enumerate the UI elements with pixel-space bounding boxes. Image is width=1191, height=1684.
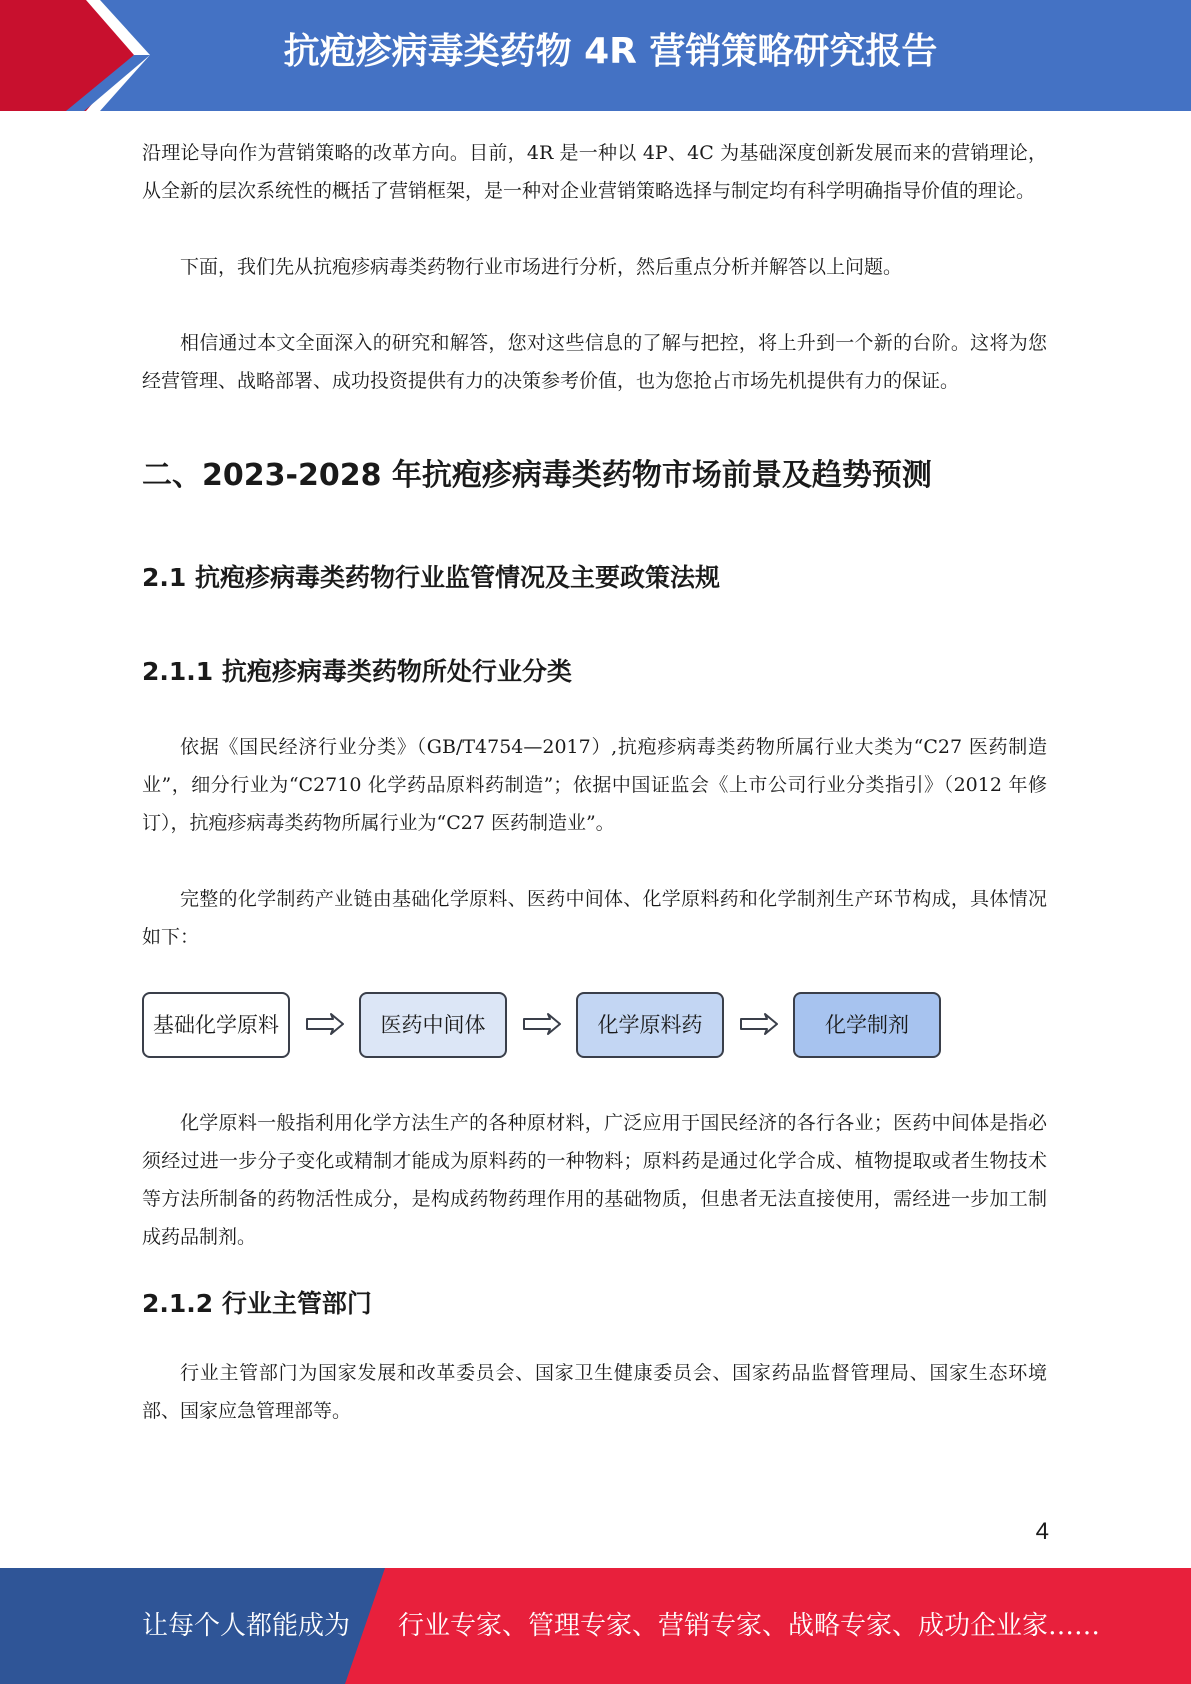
- paragraph-analysis-intro: 下面，我们先从抗疱疹病毒类药物行业市场进行分析，然后重点分析并解答以上问题。: [180, 256, 903, 278]
- page-number: 4: [1035, 1518, 1049, 1545]
- paragraph-industry-classification: 依据《国民经济行业分类》（GB/T4754—2017）,抗疱疹病毒类药物所属行业大类为“C27 医药制造业”，细分行业为“C2710 化学药品原料药制造”；依据中国证监会《上市公司行业分类指引》（2012 年修订），抗疱疹病毒类药物所属行业为“C27 医药制造业”。: [142, 736, 1047, 834]
- page-content: [142, 134, 1047, 1430]
- paragraph-value-statement: 相信通过本文全面深入的研究和解答，您对这些信息的了解与把控，将上升到一个新的台阶。这将为您经营管理、战略部署、成功投资提供有力的决策参考价值，也为您抢占市场先机提供有力的保证。: [142, 332, 1047, 392]
- double-arrow-icon: [522, 1012, 562, 1036]
- subsection-2-1-2-heading: 2.1.2 行业主管部门: [142, 1289, 372, 1318]
- flow-step-chemical-preparations: 化学制剂: [793, 992, 941, 1058]
- paragraph-4r-theory: 沿理论导向作为营销策略的改革方向。目前，4R 是一种以 4P、4C 为基础深度创新发展而来的营销理论，从全新的层次系统性的概括了营销框架，是一种对企业营销策略选择与制定均有科学明确指导价值的理论。: [142, 142, 1047, 202]
- double-arrow-icon: [739, 1012, 779, 1036]
- page-footer: [0, 1568, 1191, 1684]
- flow-step-api: 化学原料药: [576, 992, 724, 1058]
- flow-step-pharma-intermediates: 医药中间体: [359, 992, 507, 1058]
- double-arrow-icon: [305, 1012, 345, 1036]
- report-title: 抗疱疹病毒类药物 4R 营销策略研究报告: [283, 31, 938, 72]
- page-header: [0, 0, 1191, 111]
- subsection-2-1-heading: 2.1 抗疱疹病毒类药物行业监管情况及主要政策法规: [142, 563, 720, 592]
- subsection-2-1-1-heading: 2.1.1 抗疱疹病毒类药物所处行业分类: [142, 657, 572, 686]
- paragraph-industry-chain: 完整的化学制药产业链由基础化学原料、医药中间体、化学原料药和化学制剂生产环节构成，具体情况如下：: [142, 888, 1047, 948]
- footer-slogan-right: 行业专家、管理专家、营销专家、战略专家、成功企业家……: [398, 1611, 1101, 1641]
- section-2-heading: 二、2023-2028 年抗疱疹病毒类药物市场前景及趋势预测: [142, 458, 932, 493]
- paragraph-regulators: 行业主管部门为国家发展和改革委员会、国家卫生健康委员会、国家药品监督管理局、国家生态环境部、国家应急管理部等。: [142, 1362, 1047, 1422]
- flow-step-basic-chemicals: 基础化学原料: [142, 992, 290, 1058]
- industry-chain-diagram: [142, 992, 1047, 1064]
- header-arrow-decoration: [0, 0, 170, 111]
- footer-slogan-left: 让每个人都能成为: [142, 1611, 351, 1641]
- paragraph-chain-explanation: 化学原料一般指利用化学方法生产的各种原材料，广泛应用于国民经济的各行各业；医药中间体是指必须经过进一步分子变化或精制才能成为原料药的一种物料；原料药是通过化学合成、植物提取或者生物技术等方法所制备的药物活性成分，是构成药物药理作用的基础物质，但患者无法直接使用，需经进一步加工制成药品制剂。: [142, 1112, 1047, 1248]
